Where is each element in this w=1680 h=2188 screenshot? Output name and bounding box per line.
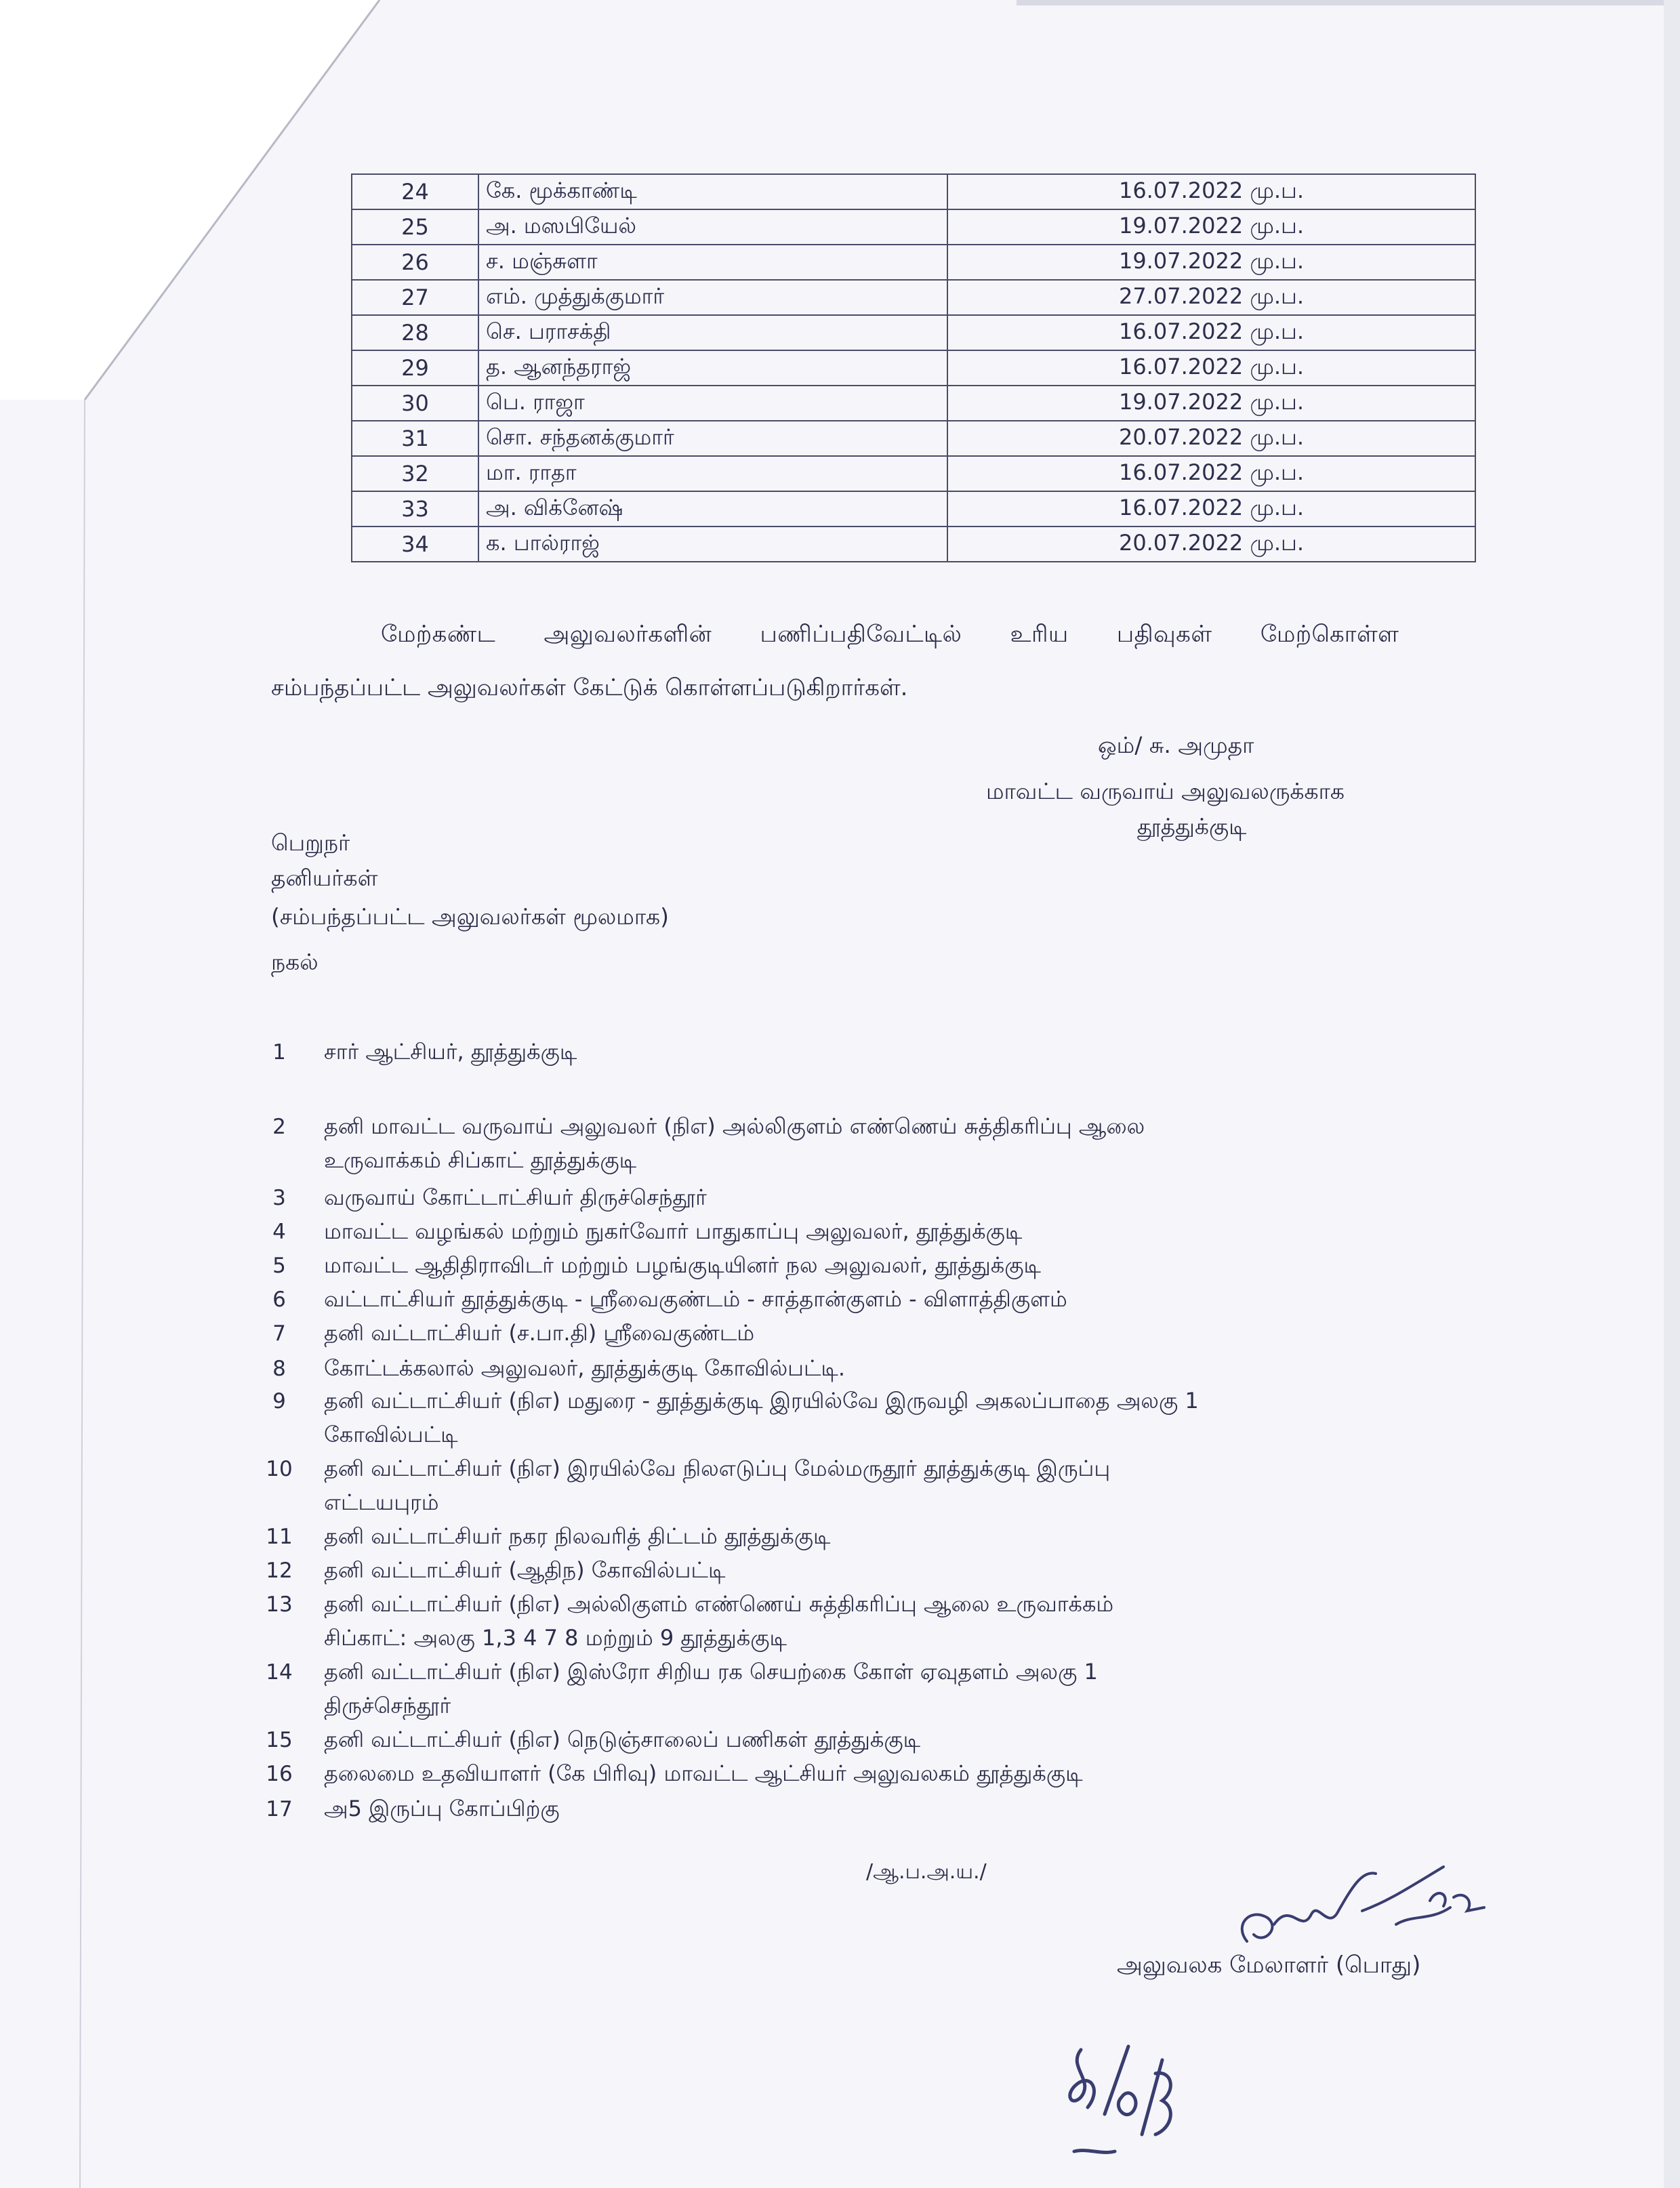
- copy-item-text: தனி வட்டாட்சியர் (ஆதிந) கோவில்பட்டி: [324, 1557, 726, 1583]
- date-cell: 27.07.2022 மு.ப.: [947, 280, 1475, 315]
- table-row: [352, 209, 1475, 245]
- body-paragraph-line1: மேற்கண்ட அலுவலர்களின் பணிப்பதிவேட்டில் உரிய பதிவுகள் மேற்கொள்ள: [381, 621, 1399, 648]
- copy-item-number: 3: [272, 1186, 286, 1210]
- staff-transfer-table: [351, 173, 1476, 562]
- copy-item-text: எட்டயபுரம்: [324, 1489, 439, 1515]
- name-cell: கே. மூக்காண்டி: [478, 174, 947, 209]
- copy-item-number: 10: [266, 1457, 293, 1481]
- name-cell: சொ. சந்தனக்குமார்: [478, 421, 947, 456]
- copy-item-number: 15: [266, 1728, 293, 1752]
- serial-number-cell: 25: [352, 209, 478, 245]
- serial-number-cell: 27: [352, 280, 478, 315]
- copy-item-number: 11: [266, 1525, 293, 1549]
- name-cell: ச. மஞ்சுளா: [478, 245, 947, 280]
- table-row: [352, 315, 1475, 350]
- signatory-place: தூத்துக்குடி: [1137, 813, 1247, 840]
- recipient-line1: தனியர்கள்: [271, 865, 378, 891]
- copy-item-text: சார் ஆட்சியர், தூத்துக்குடி: [324, 1039, 577, 1065]
- date-cell: 16.07.2022 மு.ப.: [947, 456, 1475, 491]
- serial-number-cell: 24: [352, 174, 478, 209]
- serial-number-cell: 30: [352, 386, 478, 421]
- serial-number-cell: 32: [352, 456, 478, 491]
- table-row: [352, 245, 1475, 280]
- date-cell: 19.07.2022 மு.ப.: [947, 386, 1475, 421]
- copy-item-text: தனி வட்டாட்சியர் (நிஎ) இரயில்வே நிலஎடுப்பு மேல்மருதூர் தூத்துக்குடி இருப்பு: [324, 1456, 1111, 1481]
- table-row: [352, 280, 1475, 315]
- officer-signature: [1227, 1860, 1511, 1962]
- copy-item-text: சிப்காட்: அலகு 1,3 4 7 8 மற்றும் 9 தூத்துக்குடி: [324, 1625, 787, 1651]
- body-paragraph-line2: சம்பந்தப்பட்ட அலுவலர்கள் கேட்டுக் கொள்ளப்படுகிறார்கள்.: [271, 674, 908, 701]
- copy-heading: நகல்: [271, 949, 319, 975]
- serial-number-cell: 34: [352, 527, 478, 562]
- signoff-designation: அலுவலக மேலாளர் (பொது): [1117, 1952, 1421, 1979]
- copy-item-number: 8: [272, 1357, 286, 1381]
- copy-item-text: கோவில்பட்டி: [324, 1422, 458, 1447]
- name-cell: த. ஆனந்தராஜ்: [478, 350, 947, 386]
- name-cell: பெ. ராஜா: [478, 386, 947, 421]
- date-cell: 16.07.2022 மு.ப.: [947, 350, 1475, 386]
- serial-number-cell: 31: [352, 421, 478, 456]
- copy-item-text: தனி வட்டாட்சியர் (ச.பா.தி) ஸ்ரீவைகுண்டம்: [324, 1320, 755, 1346]
- signed-by: ஒம்/ சு. அமுதா: [1098, 732, 1254, 758]
- date-cell: 16.07.2022 மு.ப.: [947, 491, 1475, 527]
- copy-item-number: 16: [266, 1762, 293, 1786]
- table-row: [352, 350, 1475, 386]
- table-row: [352, 527, 1475, 562]
- table-row: [352, 386, 1475, 421]
- copy-item-text: தனி வட்டாட்சியர் (நிஎ) இஸ்ரோ சிறிய ரக செயற்கை கோள் ஏவுதளம் அலகு 1: [324, 1659, 1098, 1685]
- copy-item-text: தனி மாவட்ட வருவாய் அலுவலர் (நிஎ) அல்லிகுளம் எண்ணெய் சுத்திகரிப்பு ஆலை: [324, 1113, 1145, 1139]
- copy-item-text: வருவாய் கோட்டாட்சியர் திருச்செந்தூர்: [324, 1184, 707, 1210]
- copy-item-text: மாவட்ட வழங்கல் மற்றும் நுகர்வோர் பாதுகாப்பு அலுவலர், தூத்துக்குடி: [324, 1218, 1023, 1244]
- recipient-line2: (சம்பந்தப்பட்ட அலுவலர்கள் மூலமாக): [271, 903, 670, 930]
- copy-item-number: 12: [266, 1559, 293, 1583]
- recipient-heading: பெறுநர்: [271, 829, 350, 856]
- name-cell: அ. விக்னேஷ்: [478, 491, 947, 527]
- date-cell: 16.07.2022 மு.ப.: [947, 174, 1475, 209]
- name-cell: செ. பராசக்தி: [478, 315, 947, 350]
- copy-item-number: 17: [266, 1797, 293, 1821]
- copy-item-number: 7: [272, 1321, 286, 1346]
- name-cell: எம். முத்துக்குமார்: [478, 280, 947, 315]
- serial-number-cell: 26: [352, 245, 478, 280]
- office-initials: /ஆ.ப.அ.ய./: [866, 1860, 987, 1884]
- copy-item-number: 13: [266, 1592, 293, 1617]
- serial-number-cell: 33: [352, 491, 478, 527]
- date-cell: 19.07.2022 மு.ப.: [947, 245, 1475, 280]
- name-cell: மா. ராதா: [478, 456, 947, 491]
- date-cell: 16.07.2022 மு.ப.: [947, 315, 1475, 350]
- copy-item-text: வட்டாட்சியர் தூத்துக்குடி - ஸ்ரீவைகுண்டம் - சாத்தான்குளம் - விளாத்திகுளம்: [324, 1286, 1067, 1312]
- signatory-designation: மாவட்ட வருவாய் அலுவலருக்காக: [986, 778, 1345, 804]
- copy-item-text: திருச்செந்தூர்: [324, 1693, 451, 1718]
- name-cell: க. பால்ராஜ்: [478, 527, 947, 562]
- copy-item-number: 9: [272, 1389, 286, 1413]
- copy-item-text: தனி வட்டாட்சியர் (நிஎ) அல்லிகுளம் எண்ணெய் சுத்திகரிப்பு ஆலை உருவாக்கம்: [324, 1591, 1114, 1617]
- table-row: [352, 491, 1475, 527]
- date-cell: 20.07.2022 மு.ப.: [947, 527, 1475, 562]
- date-cell: 19.07.2022 மு.ப.: [947, 209, 1475, 245]
- copy-item-text: மாவட்ட ஆதிதிராவிடர் மற்றும் பழங்குடியினர் நல அலுவலர், தூத்துக்குடி: [324, 1252, 1041, 1278]
- copy-item-number: 5: [272, 1254, 286, 1278]
- copy-item-text: கோட்டக்கலால் அலுவலர், தூத்துக்குடி கோவில்பட்டி.: [324, 1355, 846, 1381]
- handwritten-date-note: [1054, 2033, 1189, 2188]
- copy-item-number: 14: [266, 1660, 293, 1685]
- copy-item-text: உருவாக்கம் சிப்காட் தூத்துக்குடி: [324, 1147, 637, 1173]
- copy-item-number: 4: [272, 1220, 286, 1244]
- serial-number-cell: 28: [352, 315, 478, 350]
- name-cell: அ. மஸபியேல்: [478, 209, 947, 245]
- copy-item-number: 1: [272, 1040, 286, 1065]
- date-cell: 20.07.2022 மு.ப.: [947, 421, 1475, 456]
- copy-item-text: அ5 இருப்பு கோப்பிற்கு: [324, 1796, 560, 1821]
- copy-item-text: தனி வட்டாட்சியர் நகர நிலவரித் திட்டம் தூத்துக்குடி: [324, 1523, 831, 1549]
- table-row: [352, 456, 1475, 491]
- copy-item-text: தனி வட்டாட்சியர் (நிஎ) நெடுஞ்சாலைப் பணிகள் தூத்துக்குடி: [324, 1727, 921, 1752]
- copy-item-text: தனி வட்டாட்சியர் (நிஎ) மதுரை - தூத்துக்குடி இரயில்வே இருவழி அகலப்பாதை அலகு 1: [324, 1388, 1199, 1413]
- copy-item-number: 6: [272, 1287, 286, 1312]
- copy-item-text: தலைமை உதவியாளர் (கே பிரிவு) மாவட்ட ஆட்சியர் அலுவலகம் தூத்துக்குடி: [324, 1760, 1083, 1786]
- serial-number-cell: 29: [352, 350, 478, 386]
- copy-item-number: 2: [272, 1115, 286, 1139]
- table-row: [352, 174, 1475, 209]
- table-row: [352, 421, 1475, 456]
